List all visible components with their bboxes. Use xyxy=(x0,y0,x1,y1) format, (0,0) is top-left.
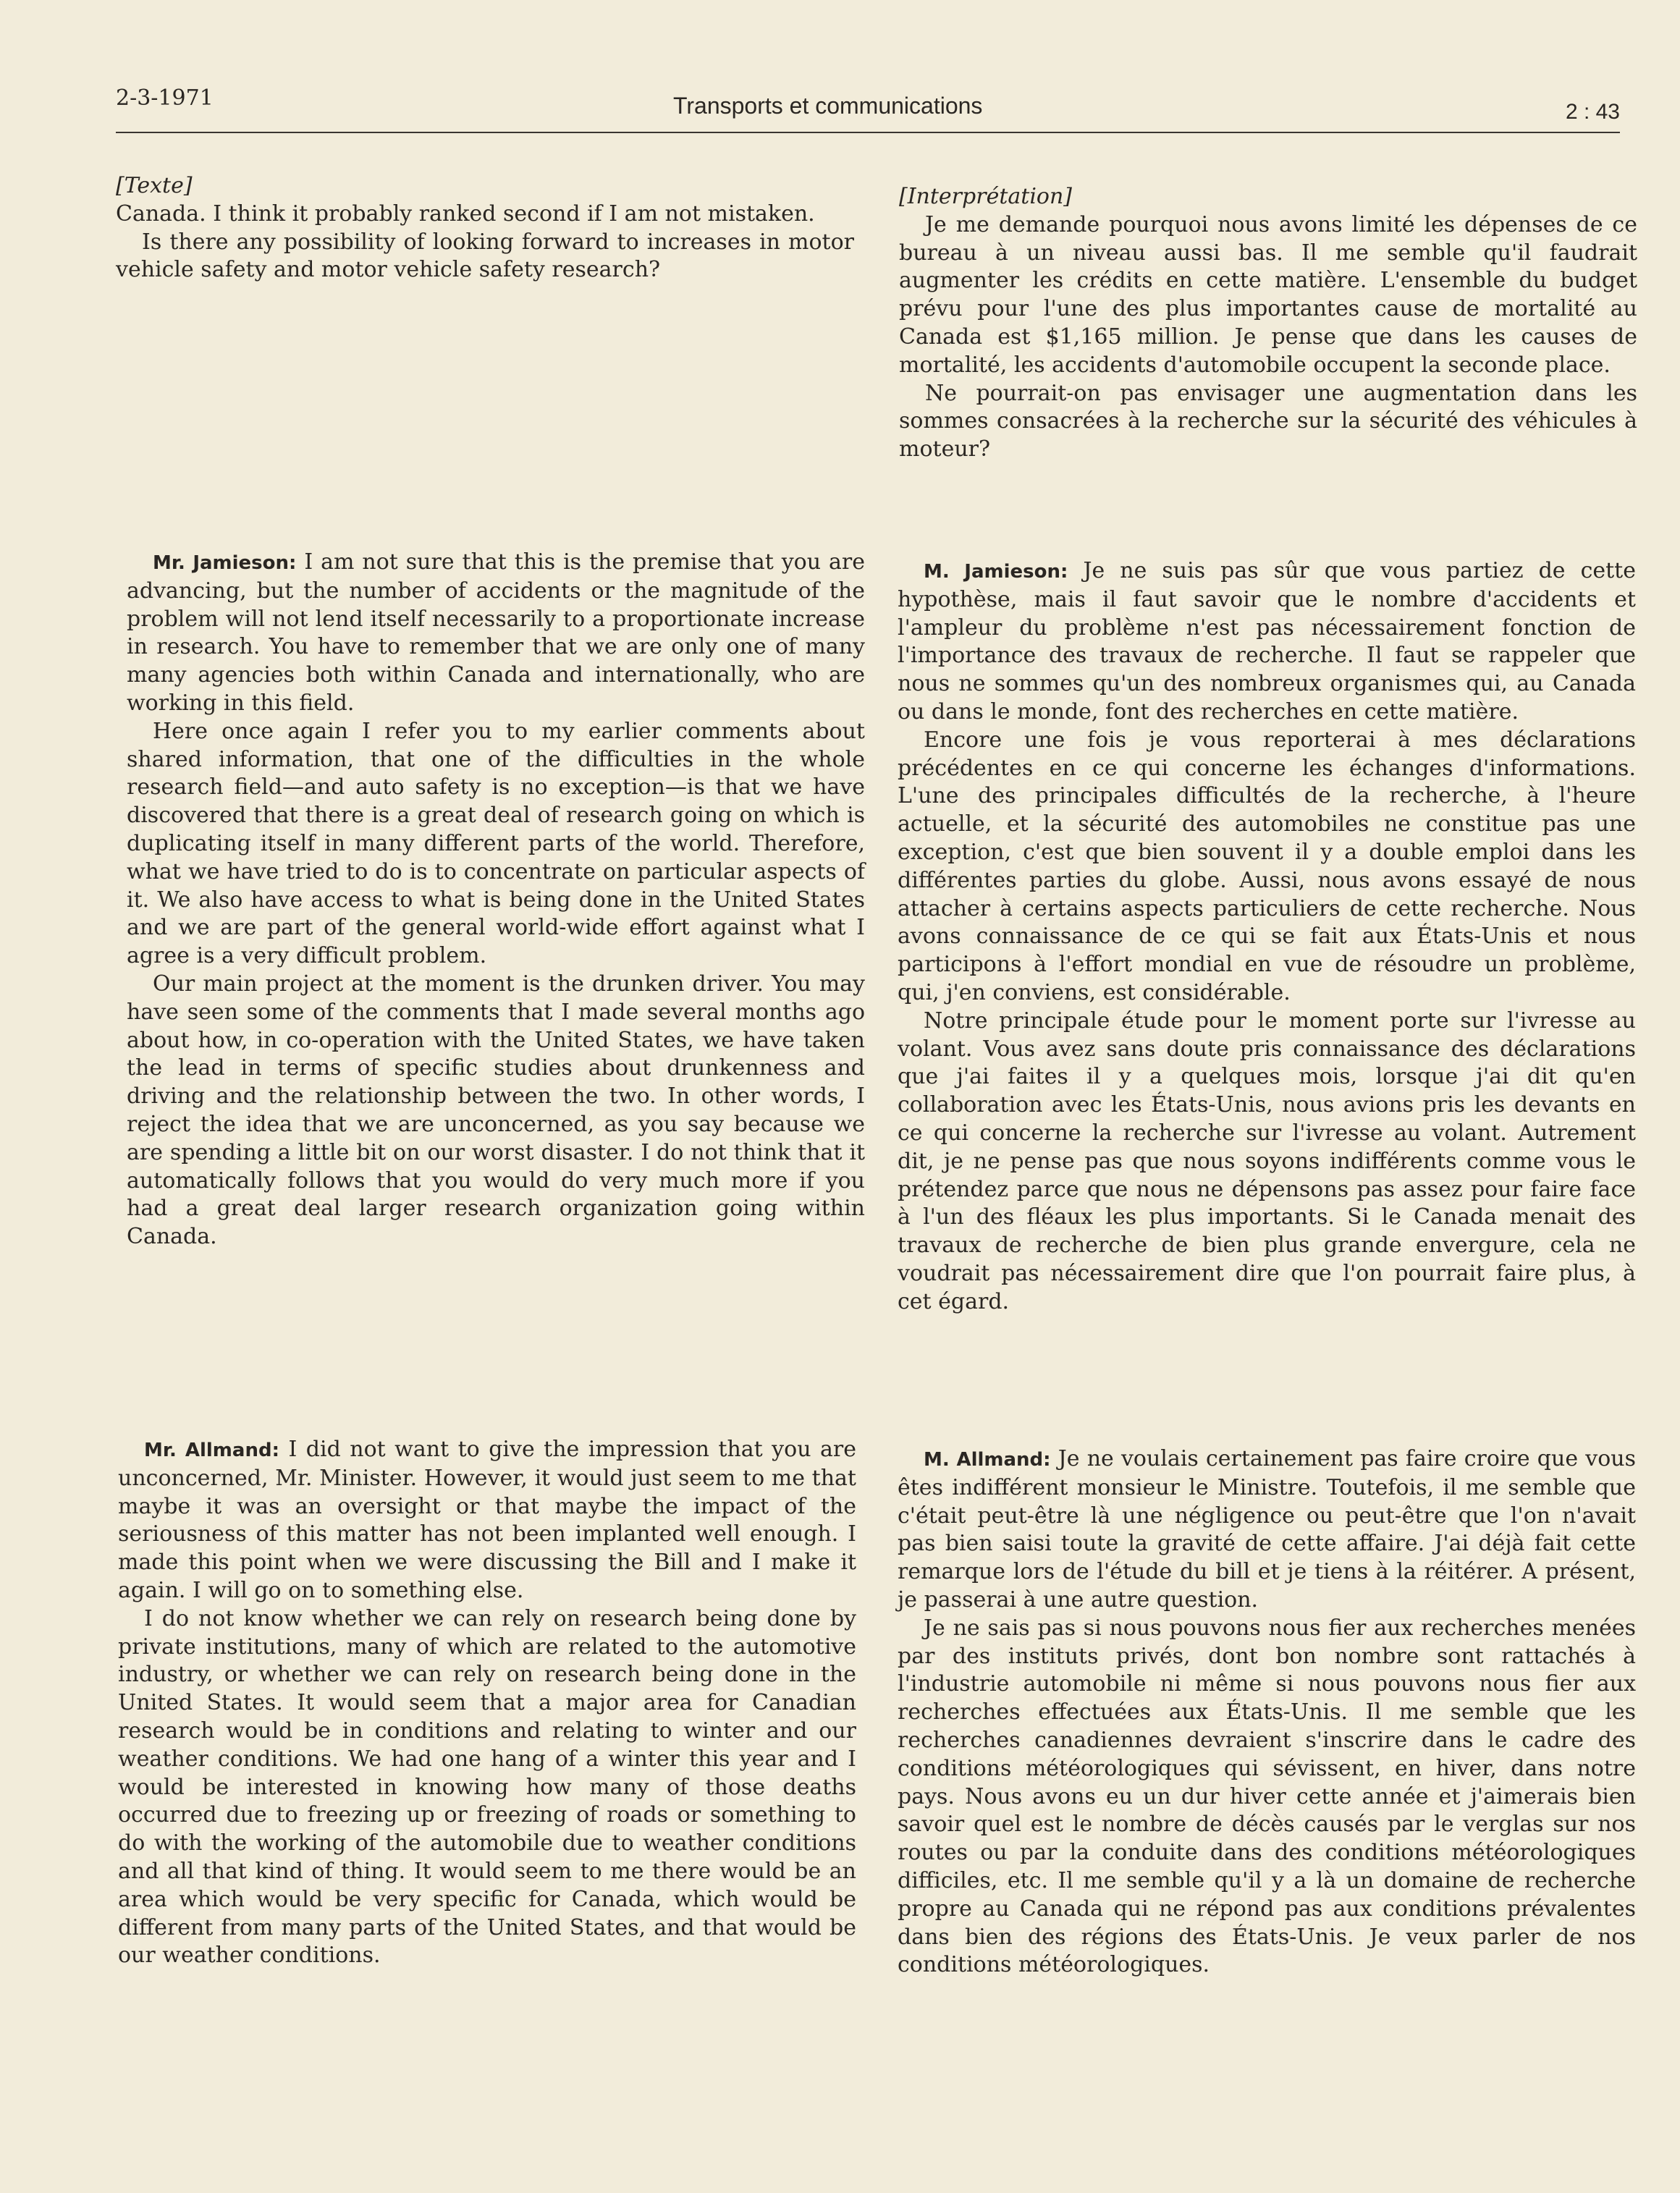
speaker-name: Mr. Jamieson: xyxy=(153,552,297,574)
speaker-name: M. Allmand: xyxy=(924,1449,1051,1471)
paragraph: Here once again I refer you to my earlier comments about shared information, that one of the difficulties in the whole research field—and auto safety is no exception—is that we have discovered that there is a great deal of research going on which is duplicating itself in many different parts of the world. Therefore, what we have tried to do is to concentrate on particular aspects of it. We also have access to what is being done in the United States and we are part of the general world-wide effort against what I agree is a very difficult problem. xyxy=(127,718,865,969)
header-page-number: 2 : 43 xyxy=(1565,100,1620,124)
speaker-paragraph xyxy=(127,549,865,718)
paragraph: I do not know whether we can rely on research being done by private institutions, many of which are related to the automotive industry, or whether we can rely on research being done in the United States. It would seem that a major area for Canadian research would be in conditions and relating to winter and our weather conditions. We had one hang of a winter this year and I would be interested in knowing how many of those deaths occurred due to freezing up or freezing of roads or something to do with the working of the automobile due to weather conditions and all that kind of thing. It would seem to me there would be an area which would be very specific for Canada, which would be different from many parts of the United States, and that would be our weather conditions. xyxy=(118,1605,856,1969)
paragraph: Is there any possibility of looking forward to increases in motor vehicle safety and motor vehicle safety research? xyxy=(116,229,854,283)
paragraph: Ne pourrait-on pas envisager une augmentation dans les sommes consacrées à la recherche sur la sécurité des véhicules à moteur? xyxy=(899,380,1637,462)
page-header xyxy=(116,85,1620,133)
speaker-name: Mr. Allmand: xyxy=(144,1440,279,1461)
paragraph: Our main project at the moment is the drunken driver. You may have seen some of the comments that I made several months ago about how, in co-operation with the United States, we have taken the lead in terms of specific studies about drunkenness and driving and the relationship between the two. In other words, I reject the idea that we are unconcerned, as you say because we are spending a little bit on our worst disaster. I do not think that it automatically follows that you would do very much more if you had a great deal larger research organization going within Canada. xyxy=(127,971,865,1250)
paragraph-text: I am not sure that this is the premise that you are advancing, but the number of accidents or the magnitude of the problem will not lend itself necessarily to a proportionate increase in research. You have to remember that we are only one of many many agencies both within Canada and internationally, who are working in this field. xyxy=(127,549,865,716)
paragraph-text: I did not want to give the impression that you are unconcerned, Mr. Minister. However, it would just seem to me that maybe it was an oversight or that maybe the impact of the seriousness of this matter has not been implanted well enough. I made this point when we were discussing the Bill and I make it again. I will go on to something else. xyxy=(118,1437,856,1603)
paragraph: Canada. I think it probably ranked second if I am not mistaken. xyxy=(116,200,815,227)
speaker-name: M. Jamieson: xyxy=(924,561,1068,583)
paragraph-text: Je ne suis pas sûr que vous partiez de cette hypothèse, mais il faut savoir que le nombre d'accidents et l'ampleur du problème n'est pas nécessairement fonction de l'importance des travaux de recherche. Il faut se rappeler que nous ne sommes qu'un des nombreux organismes qui, au Canada ou dans le monde, font des recherches en cette matière. xyxy=(898,558,1636,724)
section-label: [Interprétation] xyxy=(899,184,1073,209)
speaker-paragraph xyxy=(898,1445,1636,1615)
french-column-section-2 xyxy=(898,557,1636,1317)
paragraph: Je me demande pourquoi nous avons limité les dépenses de ce bureau à un niveau aussi bas. Il me semble qu'il faudrait augmenter les crédits en cette matière. L'ensemble du budget prévu pour l'une des plus importantes cause de mortalité au Canada est $1,165 million. Je pense que dans les causes de mortalité, les accidents d'automobile occupent la seconde place. xyxy=(899,211,1637,378)
paragraph: Je ne sais pas si nous pouvons nous fier aux recherches menées par des instituts privés, dont bon nombre sont rattachés à l'industrie automobile ni même si nous pouvons nous fier aux recherches effectuées aux États-Unis. Il me semble que les recherches canadiennes devraient s'inscrire dans le cadre des conditions météorologiques qui sévissent, en hiver, dans notre pays. Nous avons eu un dur hiver cette année et j'aimerais bien savoir quel est le nombre de décès causés par le verglas sur nos routes ou par la conduite dans des conditions météorologiques difficiles, etc. Il me semble qu'il y a là un domaine de recherche propre au Canada qui ne répond pas aux conditions prévalentes dans bien des régions des États-Unis. Je veux parler de nos conditions météorologiques. xyxy=(898,1615,1636,1978)
section-label: [Texte] xyxy=(116,173,193,198)
english-column-section-1 xyxy=(116,172,854,284)
paragraph-text: Je ne voulais certainement pas faire croire que vous êtes indifférent monsieur le Ministre. Toutefois, il me semble que c'était peut-être là une négligence ou peut-être que l'on n'avait pas bien saisi toute la gravité de cette affaire. J'ai déjà fait cette remarque lors de l'étude du bill et je tiens à la réitérer. A présent, je passerai à une autre question. xyxy=(898,1446,1636,1613)
paragraph: Encore une fois je vous reporterai à mes déclarations précédentes en ce qui concerne les échanges d'informations. L'une des principales difficultés de la recherche, à l'heure actuelle, et la sécurité des automobiles ne constitue pas une exception, c'est que bien souvent il y a double emploi dans les différentes parties du globe. Aussi, nous avons essayé de nous attacher à certains aspects particuliers de cette recherche. Nous avons connaissance de ce qui se fait aux États-Unis et nous participons à l'effort mondial en vue de résoudre un problème, qui, j'en conviens, est considérable. xyxy=(898,727,1636,1005)
header-title: Transports et communications xyxy=(673,93,983,119)
english-column-section-3 xyxy=(118,1436,856,1970)
speaker-paragraph xyxy=(118,1436,856,1605)
paragraph: Notre principale étude pour le moment porte sur l'ivresse au volant. Vous avez sans doute pris connaissance des déclarations que j'ai faites il y a quelques mois, lorsque j'ai dit qu'en collaboration avec les États-Unis, nous avions pris les devants en ce qui concerne la recherche sur l'ivresse au volant. Autrement dit, je ne pense pas que nous soyons indifférents comme vous le prétendez parce que nous ne dépensons pas assez pour faire face à l'un des fléaux les plus importants. Si le Canada menait des travaux de recherche de bien plus grande envergure, cela ne voudrait pas nécessairement dire que l'on pourrait faire plus, à cet égard. xyxy=(898,1007,1636,1314)
french-column-section-3 xyxy=(898,1445,1636,1979)
speaker-paragraph xyxy=(898,557,1636,727)
french-column-section-1 xyxy=(899,183,1637,464)
english-column-section-2 xyxy=(127,549,865,1251)
header-date: 2-3-1971 xyxy=(116,85,214,111)
